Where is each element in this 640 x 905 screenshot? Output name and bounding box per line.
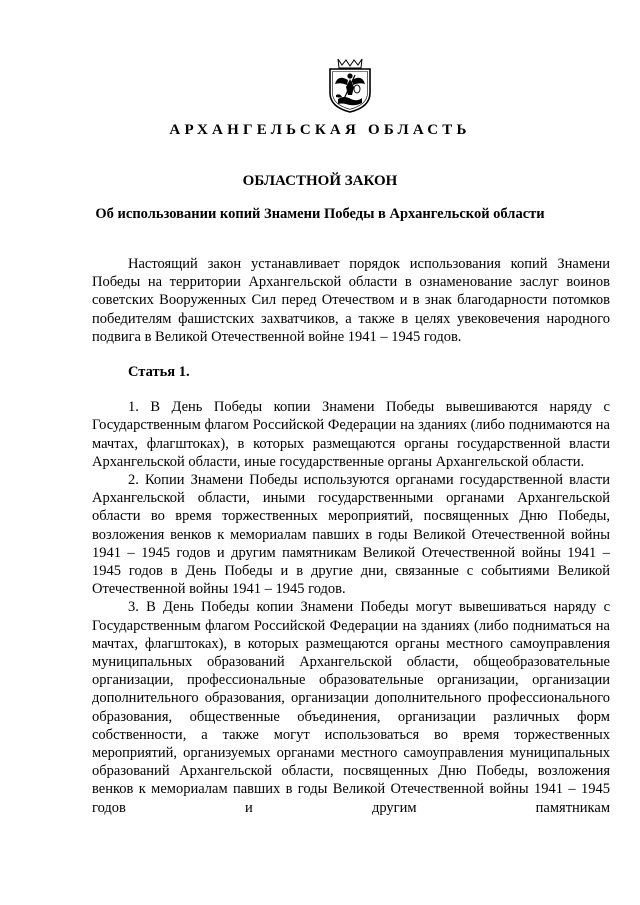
law-body (92, 255, 610, 817)
article-paragraph: 3. В День Победы копии Знамени Победы могут вывешиваться наряду с Государственным флагом Российской Федерации на зданиях (либо подниматься на мачтах, флагштоках), в которых размещаются органы местного самоуправления муниципальных образований Архангельской области, общеобразовательные организации, профессиональные образовательные организации, организации дополнительного образования, организации дополнительного профессионального образования, общественные объединения, организации различных форм собственности, а также могут использоваться во время торжественных мероприятий, организуемых органами местного самоуправления муниципальных образований Архангельской области, посвященных Дню Победы, возложения венков к мемориалам павших в годы Великой Отечественной войны 1941 – 1945 годов и другим памятникам (92, 599, 610, 816)
law-type-heading: ОБЛАСТНОЙ ЗАКОН (242, 173, 398, 189)
law-title: Об использовании копий Знамени Победы в Архангельской области (95, 206, 545, 222)
arkhangelsk-coat-of-arms-icon (324, 57, 376, 113)
article-paragraph: 2. Копии Знамени Победы используются органами государственной власти Архангельской области, иными государственными органами Архангельской области во время торжественных мероприятий, посвященных Дню Победы, возложения венков к мемориалам павших в годы Великой Отечественной войны 1941 – 1945 годов и другим памятникам Великой Отечественной войны 1941 – 1945 годов в День Победы и в другие дни, связанные с событиями Великой Отечественной войны 1941 – 1945 годов. (92, 472, 610, 598)
article-heading: Статья 1. (128, 364, 190, 381)
region-name: АРХАНГЕЛЬСКАЯ ОБЛАСТЬ (169, 122, 471, 138)
preamble-paragraph: Настоящий закон устанавливает порядок использования копий Знамени Победы на территории Архангельской области в ознаменование заслуг воинов советских Вооруженных Сил перед Отечеством и в знак благодарности потомков победителям фашистских захватчиков, а также в целях увековечения народного подвига в Великой Отечественной войне 1941 – 1945 годов. (92, 256, 610, 345)
article-paragraph: 1. В День Победы копии Знамени Победы вывешиваются наряду с Государственным флагом Российской Федерации на зданиях (либо поднимаются на мачтах, флагштоках), в которых размещаются органы государственной власти Архангельской области, иные государственные органы Архангельской области. (92, 399, 610, 470)
